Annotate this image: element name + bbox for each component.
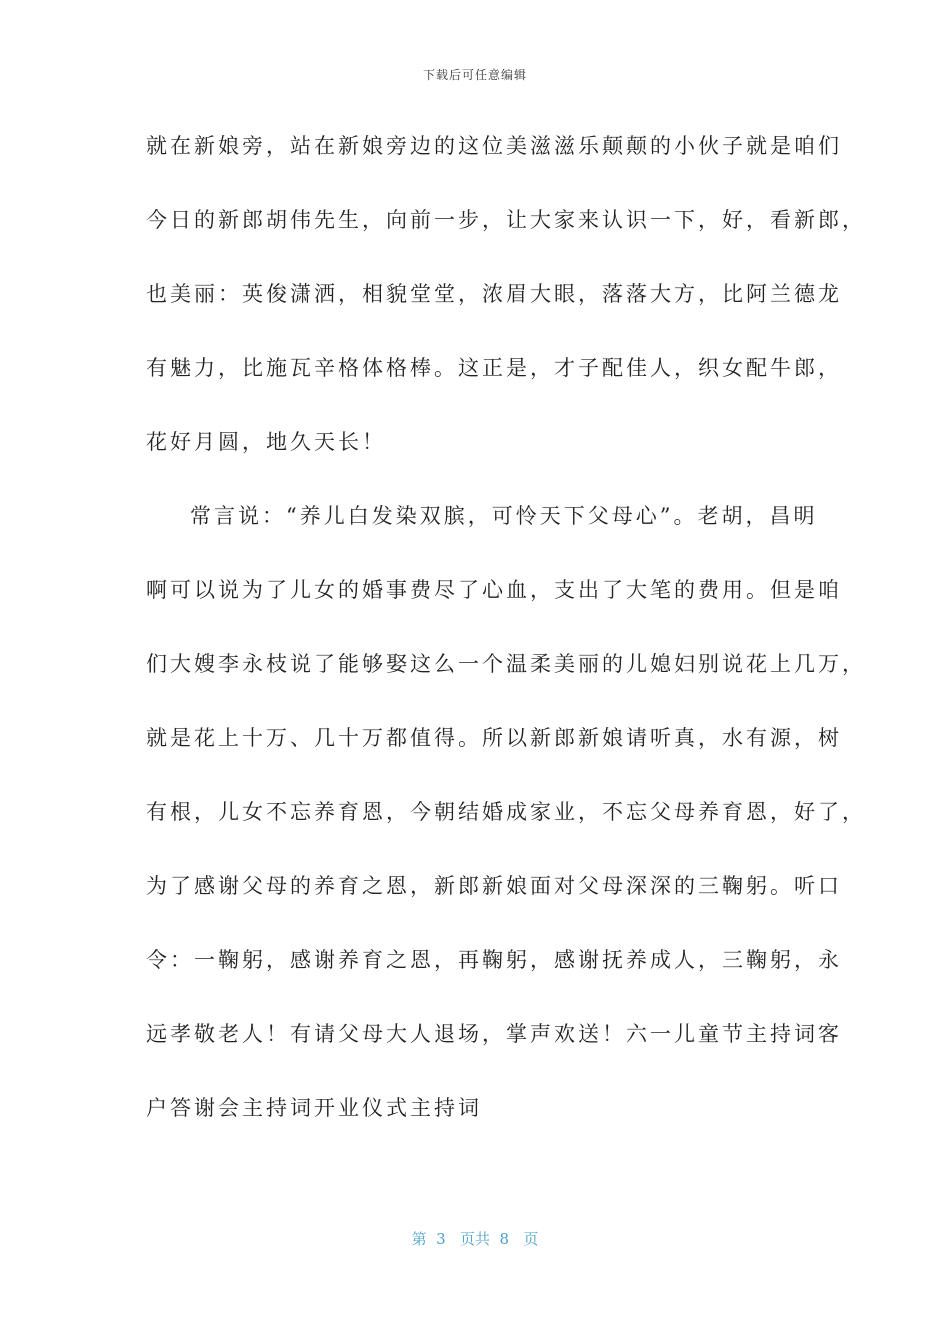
- text-line: 们大嫂李永枝说了能够娶这么一个温柔美丽的儿媳妇别说花上几万，: [146, 652, 866, 676]
- page-header: 下载后可任意编辑: [422, 68, 527, 82]
- text-line: 今日的新郎胡伟先生，向前一步，让大家来认识一下，好，看新郎，: [146, 208, 866, 232]
- text-line: 有根，儿女不忘养育恩，今朝结婚成家业，不忘父母养育恩，好了，: [146, 800, 866, 824]
- text-line: 为了感谢父母的养育之恩，新郎新娘面对父母深深的三鞠躬。听口: [146, 874, 842, 898]
- text-line: 户答谢会主持词开业仪式主持词: [146, 1096, 482, 1120]
- text-line: 啊可以说为了儿女的婚事费尽了心血，支出了大笔的费用。但是咱: [146, 578, 842, 602]
- text-line: 也美丽：英俊潇洒，相貌堂堂，浓眉大眼，落落大方，比阿兰德龙: [146, 282, 842, 306]
- text-line: 就是花上十万、几十万都值得。所以新郎新娘请听真，水有源，树: [146, 726, 842, 750]
- text-line: 令：一鞠躬，感谢养育之恩，再鞠躬，感谢抚养成人，三鞠躬，永: [146, 948, 842, 972]
- document-body: [146, 118, 866, 1154]
- page-footer: 第 3 页共 8 页: [411, 1230, 539, 1248]
- text-line: 远孝敬老人！有请父母大人退场，掌声欢送！六一儿童节主持词客: [146, 1022, 842, 1046]
- text-line: 有魅力，比施瓦辛格体格棒。这正是，才子配佳人，织女配牛郎，: [146, 356, 842, 380]
- paragraph-start-line: 常言说：“养儿白发染双膑，可怜天下父母心”。老胡，昌明: [190, 504, 818, 528]
- text-line: 花好月圆，地久天长！: [146, 430, 386, 454]
- text-line: 就在新娘旁，站在新娘旁边的这位美滋滋乐颠颠的小伙子就是咱们: [146, 134, 842, 158]
